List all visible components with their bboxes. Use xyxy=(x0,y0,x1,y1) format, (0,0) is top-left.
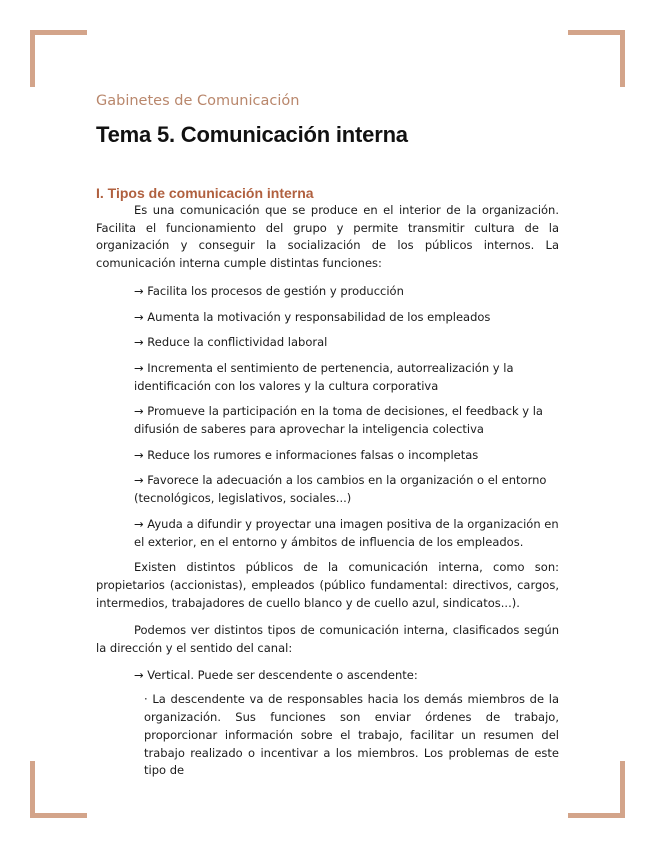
list-item: → Reduce los rumores e informaciones falsas o incompletas xyxy=(134,447,479,462)
corner-frame-bottom-left xyxy=(30,761,87,818)
list-item: → Promueve la participación en la toma de decisiones, el feedback y la difusión de saberes para aprovechar la inteligencia colectiva xyxy=(134,404,543,437)
page-content xyxy=(96,93,559,780)
section-heading: I. Tipos de comunicación interna xyxy=(96,185,314,201)
list-item: → Reduce la conflictividad laboral xyxy=(134,335,328,350)
vertical-item: → Vertical. Puede ser descendente o ascendente: xyxy=(134,667,418,682)
corner-frame-bottom-right xyxy=(568,761,625,818)
list-item: → Facilita los procesos de gestión y producción xyxy=(134,283,404,298)
brand-header: Gabinetes de Comunicación xyxy=(96,93,300,109)
corner-frame-top-right xyxy=(568,30,625,87)
functions-list xyxy=(134,283,559,551)
page-title: Tema 5. Comunicación interna xyxy=(96,122,408,147)
descending-paragraph: · La descendente va de responsables hacia los demás miembros de la organización. Sus funciones son enviar órdenes de trabajo, proporcionar información sobre el trabajo, facilitar un resumen del trabajo realizado o incentivar a los miembros. Los problemas de este tipo de xyxy=(144,692,559,778)
corner-frame-top-left xyxy=(30,30,87,87)
publics-paragraph: Existen distintos públicos de la comunicación interna, como son: propietarios (accionistas), empleados (público fundamental: directivos, cargos, intermedios, trabajadores de cuello blanco y de cuello azul, sindicatos...). xyxy=(96,560,559,610)
list-item: → Ayuda a difundir y proyectar una imagen positiva de la organización en el exterior, en el entorno y ámbitos de influencia de los empleados. xyxy=(134,516,559,549)
types-intro-paragraph: Podemos ver distintos tipos de comunicación interna, clasificados según la dirección y el sentido del canal: xyxy=(96,623,559,656)
list-item: → Favorece la adecuación a los cambios en la organización o el entorno (tecnológicos, legislativos, sociales...) xyxy=(134,473,547,506)
list-item: → Aumenta la motivación y responsabilidad de los empleados xyxy=(134,309,491,324)
intro-paragraph: Es una comunicación que se produce en el interior de la organización. Facilita el funcionamiento del grupo y permite transmitir cultura de la organización y conseguir la socialización de los públicos internos. La comunicación interna cumple distintas funciones: xyxy=(96,203,559,271)
list-item: → Incrementa el sentimiento de pertenencia, autorrealización y la identificación con los valores y la cultura corporativa xyxy=(134,360,514,393)
